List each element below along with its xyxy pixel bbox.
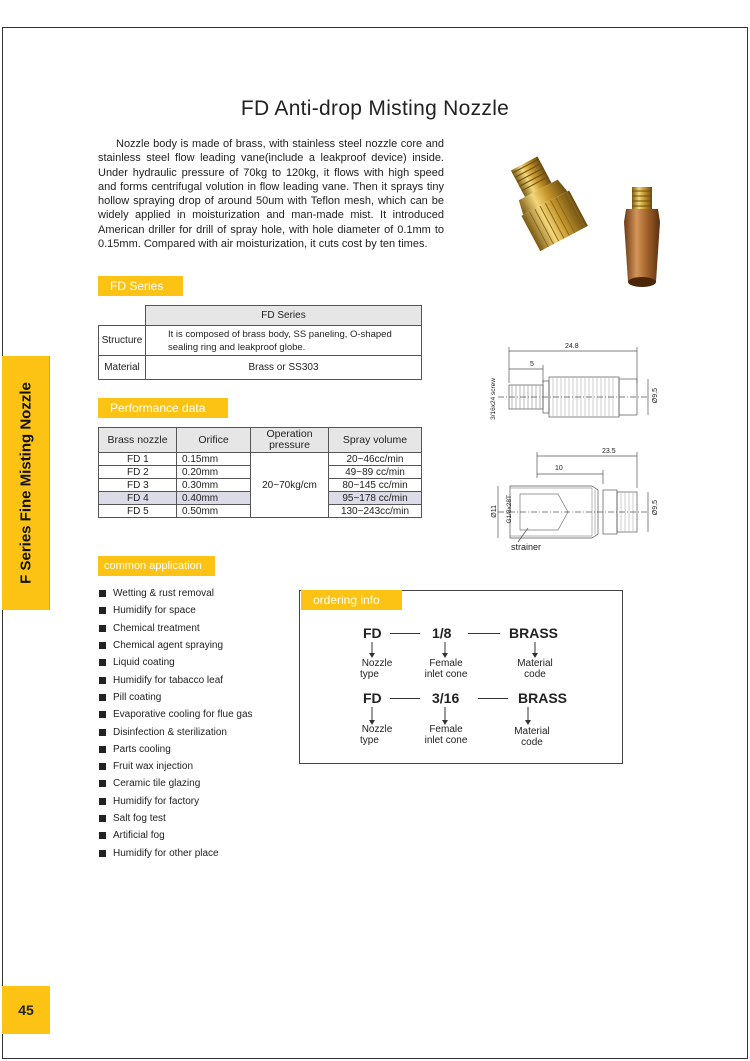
- order2-dash2: [478, 698, 508, 699]
- list-item: Humidify for other place: [99, 844, 253, 861]
- row1-volume: 20~46cc/min: [329, 453, 422, 466]
- order1-nozzle-label: Nozzle type: [360, 658, 393, 680]
- d1-total-label: 24.8: [565, 343, 579, 350]
- fd-series-empty-cell: [99, 306, 146, 326]
- row1-nozzle: FD 1: [99, 453, 177, 466]
- performance-table: [98, 427, 422, 518]
- material-label: Material: [99, 356, 146, 380]
- order1-dash2: [468, 633, 500, 634]
- col-pressure: Operation pressure: [251, 428, 329, 453]
- application-tag: common application: [98, 556, 215, 576]
- arrow-down-icon: [367, 642, 377, 658]
- application-list: [99, 585, 253, 862]
- arrow-down-icon: [367, 707, 377, 725]
- page-title: FD Anti-drop Misting Nozzle: [240, 97, 510, 120]
- order2-material: BRASS: [518, 690, 568, 706]
- d1-screw-label: 3/16x24 screw: [490, 378, 497, 420]
- row3-volume: 80~145 cc/min: [329, 479, 422, 492]
- bullet-icon: [99, 642, 106, 649]
- d1-dia-label: Ø9.5: [652, 388, 659, 404]
- side-tab: [2, 356, 50, 610]
- row2-orifice: 0.20mm: [177, 466, 251, 479]
- bullet-icon: [99, 798, 106, 805]
- fd-series-tag: FD Series: [98, 276, 183, 296]
- d2-part-label: 10: [555, 465, 563, 472]
- row4-nozzle: FD 4: [99, 492, 177, 505]
- order2-material-label: Material code: [514, 726, 550, 748]
- list-item: Fruit wax injection: [99, 758, 253, 775]
- d2-dia2-label: Ø9.5: [652, 500, 659, 516]
- bullet-icon: [99, 729, 106, 736]
- bullet-icon: [99, 850, 106, 857]
- drawing-2: [488, 448, 668, 548]
- row5-orifice: 0.50mm: [177, 505, 251, 518]
- list-item: Pill coating: [99, 689, 253, 706]
- bullet-icon: [99, 607, 106, 614]
- bullet-icon: [99, 677, 106, 684]
- structure-value: It is composed of brass body, SS paneling, O-shaped sealing ring and leakproof globe.: [146, 326, 422, 356]
- pressure-cell: 20~70kg/cm: [251, 453, 329, 518]
- arrow-down-icon: [440, 642, 450, 658]
- row2-nozzle: FD 2: [99, 466, 177, 479]
- bullet-icon: [99, 780, 106, 787]
- fd-series-table: [98, 305, 422, 380]
- bullet-icon: [99, 659, 106, 666]
- list-item: Disinfection & sterilization: [99, 723, 253, 740]
- bullet-icon: [99, 763, 106, 770]
- row4-volume: 95~178 cc/min: [329, 492, 422, 505]
- row4-orifice: 0.40mm: [177, 492, 251, 505]
- intro-paragraph: Nozzle body is made of brass, with stainless steel nozzle core and stainless steel flow leading vane(include a leakproof device) inside. Under hydraulic pressure of 70kg to 120kg, it flows with high speed and forms centrifugal volution in flow leading vane. Then it sprays tiny hollow spraying drop of around 50um with Teflon mesh, which can be widely applied in moisturization and man-made mist. It introduced American driller for drill of spray hole, with hole diameter of 0.1mm to 0.15mm. Compared with air moisturization, it cuts cost by ten times.: [98, 138, 444, 251]
- d2-strainer-label: strainer: [511, 542, 542, 552]
- list-item: Salt fog test: [99, 810, 253, 827]
- bullet-icon: [99, 694, 106, 701]
- order1-dash1: [390, 633, 420, 634]
- order2-dash1: [390, 698, 420, 699]
- list-item: Humidify for factory: [99, 793, 253, 810]
- row5-nozzle: FD 5: [99, 505, 177, 518]
- material-value: Brass or SS303: [146, 356, 422, 380]
- list-item: Chemical agent spraying: [99, 637, 253, 654]
- bullet-icon: [99, 590, 106, 597]
- order1-series: FD: [363, 625, 382, 641]
- list-item: Liquid coating: [99, 654, 253, 671]
- order1-female-label: Female inlet cone: [424, 658, 468, 680]
- order1-material-label: Material code: [517, 658, 553, 680]
- arrow-down-icon: [523, 707, 533, 725]
- order2-female-label: Female inlet cone: [424, 724, 468, 746]
- drawing-1: [488, 343, 668, 433]
- row1-orifice: 0.15mm: [177, 453, 251, 466]
- order2-nozzle-label: Nozzle type: [360, 724, 393, 746]
- bullet-icon: [99, 625, 106, 632]
- bullet-icon: [99, 832, 106, 839]
- arrow-down-icon: [530, 642, 540, 658]
- list-item: Artificial fog: [99, 827, 253, 844]
- row2-volume: 49~89 cc/min: [329, 466, 422, 479]
- ordering-tag: ordering info: [301, 590, 402, 610]
- structure-label: Structure: [99, 326, 146, 356]
- row3-nozzle: FD 3: [99, 479, 177, 492]
- bullet-icon: [99, 815, 106, 822]
- order1-material: BRASS: [509, 625, 559, 641]
- nozzle-photo: [490, 152, 690, 292]
- col-orifice: Orifice: [177, 428, 251, 453]
- list-item: Ceramic tile glazing: [99, 775, 253, 792]
- list-item: Chemical treatment: [99, 620, 253, 637]
- performance-tag: Performance data: [98, 398, 228, 418]
- list-item: Humidify for tabacco leaf: [99, 671, 253, 688]
- d2-total-label: 23.5: [602, 448, 616, 455]
- d2-dia1-label: Ø11: [491, 505, 498, 518]
- side-tab-label: F Series Fine Misting Nozzle: [17, 382, 34, 584]
- list-item: Evaporative cooling for flue gas: [99, 706, 253, 723]
- fd-series-header: FD Series: [146, 306, 422, 326]
- d1-part-label: 5: [530, 361, 534, 368]
- col-spray-volume: Spray volume: [329, 428, 422, 453]
- list-item: Humidify for space: [99, 602, 253, 619]
- arrow-down-icon: [440, 707, 450, 725]
- row3-orifice: 0.30mm: [177, 479, 251, 492]
- order2-series: FD: [363, 690, 382, 706]
- order1-cone: 1/8: [432, 625, 452, 641]
- bullet-icon: [99, 711, 106, 718]
- col-brass-nozzle: Brass nozzle: [99, 428, 177, 453]
- d2-thread-label: G1/8x28T: [506, 495, 513, 524]
- order2-cone: 3/16: [432, 690, 460, 706]
- list-item: Parts cooling: [99, 741, 253, 758]
- row5-volume: 130~243cc/min: [329, 505, 422, 518]
- list-item: Wetting & rust removal: [99, 585, 253, 602]
- bullet-icon: [99, 746, 106, 753]
- page-number: 45: [2, 986, 50, 1034]
